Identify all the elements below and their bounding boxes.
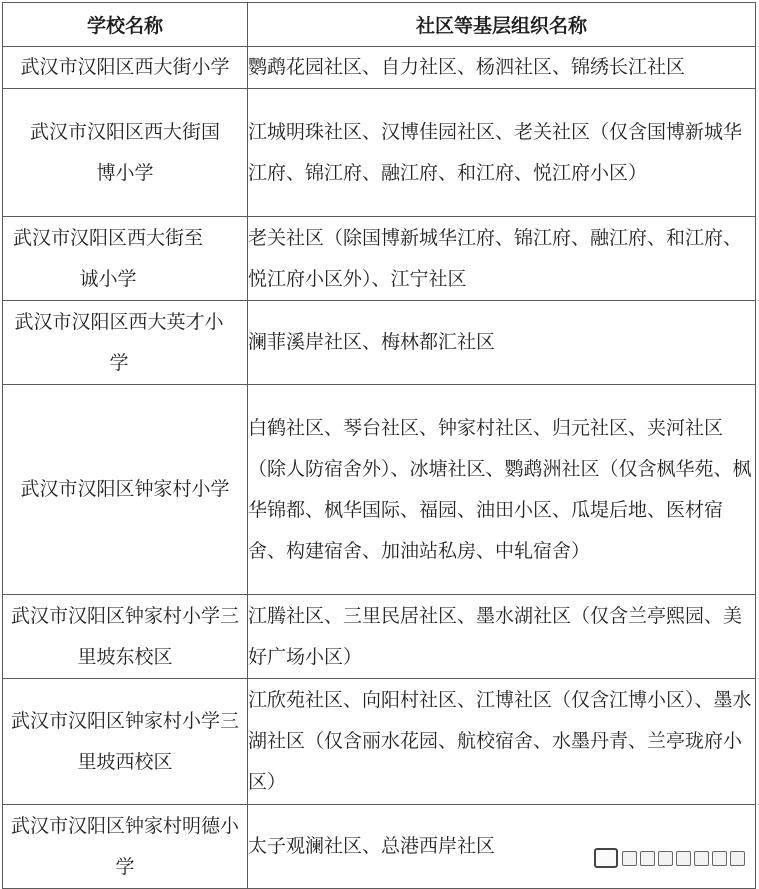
school-cell: 武汉市汉阳区西大街至诚小学 [3,217,248,301]
community-cell: 江城明珠社区、汉博佳园社区、老关社区（仅含国博新城华江府、锦江府、融江府、和江府、悦江府小区） [248,89,756,217]
table-row [3,805,756,889]
header-school-name: 学校名称 [3,3,248,47]
table-row [3,679,756,805]
thumbnail-strip-icon [622,851,745,866]
school-cell: 武汉市汉阳区西大英才小学 [3,301,248,385]
community-cell: 白鹤社区、琴台社区、钟家村社区、归元社区、夹河社区（除人防宿舍外）、冰塘社区、鹦鹉洲社区（仅含枫华苑、枫华锦都、枫华国际、福园、油田小区、瓜堤后地、医材宿舍、构建宿舍、加油站私房、中轧宿舍） [248,385,756,595]
community-cell: 江欣苑社区、向阳村社区、江博社区（仅含江博小区）、墨水湖社区（仅含丽水花园、航校宿舍、水墨丹青、兰亭珑府小区） [248,679,756,805]
table-row [3,595,756,679]
school-cell: 武汉市汉阳区钟家村明德小学 [3,805,248,889]
school-cell: 武汉市汉阳区钟家村小学 [3,385,248,595]
community-cell: 老关社区（除国博新城华江府、锦江府、融江府、和江府、悦江府小区外）、江宁社区 [248,217,756,301]
community-cell: 江腾社区、三里民居社区、墨水湖社区（仅含兰亭熙园、美好广场小区） [248,595,756,679]
table-header-row [3,3,756,47]
school-district-table [2,2,756,889]
image-gallery-indicator[interactable] [594,848,745,868]
table-row [3,301,756,385]
community-cell: 澜菲溪岸社区、梅林都汇社区 [248,301,756,385]
school-cell: 武汉市汉阳区西大街国博小学 [3,89,248,217]
school-cell: 武汉市汉阳区钟家村小学三里坡西校区 [3,679,248,805]
table-row [3,217,756,301]
table-row [3,47,756,89]
community-cell: 鹦鹉花园社区、自力社区、杨泗社区、锦绣长江社区 [248,47,756,89]
school-cell: 武汉市汉阳区钟家村小学三里坡东校区 [3,595,248,679]
image-stack-icon [594,848,618,868]
community-cell: 太子观澜社区、总港西岸社区 [248,805,756,889]
table-row [3,89,756,217]
header-community-name: 社区等基层组织名称 [248,3,756,47]
table-row [3,385,756,595]
school-cell: 武汉市汉阳区西大街小学 [3,47,248,89]
